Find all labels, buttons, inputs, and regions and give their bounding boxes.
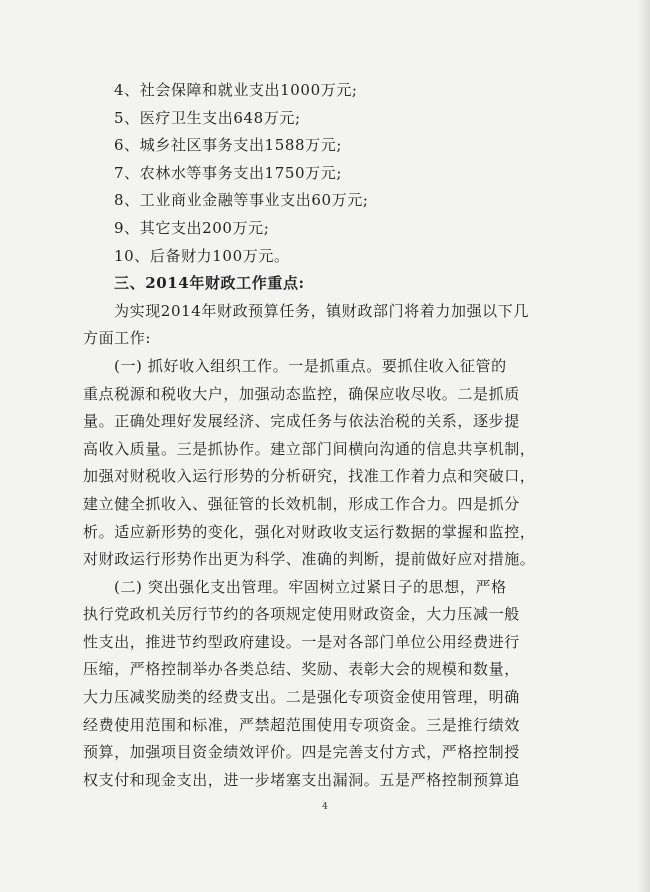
- spending-paragraph-line-3: 性支出，推进节约型政府建设。一是对各部门单位公用经费进行: [83, 632, 520, 651]
- budget-item-7: 7、农林水等事务支出1750万元;: [114, 163, 342, 182]
- revenue-paragraph-line-1: (一) 抓好收入组织工作。一是抓重点。要抓住收入征管的: [114, 356, 507, 375]
- spending-paragraph-line-4: 压缩，严格控制举办各类总结、奖励、表彰大会的规模和数量，: [83, 660, 520, 679]
- revenue-paragraph-line-4: 高收入质量。三是抓协作。建立部门间横向沟通的信息共享机制，: [83, 439, 536, 458]
- revenue-paragraph-line-2: 重点税源和税收大户，加强动态监控，确保应收尽收。二是抓质: [83, 384, 520, 403]
- budget-item-10: 10、后备财力100万元。: [114, 246, 290, 265]
- spending-paragraph-line-5: 大力压减奖励类的经费支出。二是强化专项资金使用管理，明确: [83, 688, 520, 707]
- budget-item-5: 5、医疗卫生支出648万元;: [114, 108, 301, 127]
- document-body: [83, 77, 571, 794]
- page-edge-shadow: [638, 0, 650, 892]
- revenue-paragraph-line-8: 对财政运行形势作出更为科学、准确的判断，提前做好应对措施。: [83, 550, 536, 569]
- section-heading: 三、2014年财政工作重点:: [114, 274, 305, 293]
- spending-paragraph-line-6: 经费使用范围和标准，严禁超范围使用专项资金。三是推行绩效: [83, 715, 520, 734]
- revenue-paragraph-line-3: 量。正确处理好发展经济、完成任务与依法治税的关系，逐步提: [83, 412, 520, 431]
- intro-line-1: 为实现2014年财政预算任务，镇财政部门将着力加强以下几: [114, 301, 529, 320]
- revenue-paragraph-line-6: 建立健全抓收入、强征管的长效机制，形成工作合力。四是抓分: [83, 494, 520, 513]
- revenue-paragraph-line-7: 析。适应新形势的变化，强化对财政收支运行数据的掌握和监控，: [83, 522, 536, 541]
- spending-paragraph-line-8: 权支付和现金支出，进一步堵塞支出漏洞。五是严格控制预算追: [83, 770, 520, 789]
- spending-paragraph-line-1: (二) 突出强化支出管理。牢固树立过紧日子的思想，严格: [114, 577, 507, 596]
- budget-item-4: 4、社会保障和就业支出1000万元;: [114, 81, 358, 99]
- budget-item-6: 6、城乡社区事务支出1588万元;: [114, 136, 342, 155]
- revenue-paragraph-line-5: 加强对财税收入运行形势的分析研究，找准工作着力点和突破口，: [83, 467, 536, 486]
- page-number: 4: [322, 802, 328, 812]
- spending-paragraph-line-7: 预算，加强项目资金绩效评价。四是完善支付方式，严格控制授: [83, 743, 520, 762]
- budget-item-8: 8、工业商业金融等事业支出60万元;: [114, 191, 369, 210]
- budget-item-9: 9、其它支出200万元;: [114, 218, 270, 237]
- intro-line-2: 方面工作:: [83, 329, 152, 348]
- spending-paragraph-line-2: 执行党政机关厉行节约的各项规定使用财政资金，大力压减一般: [83, 605, 520, 624]
